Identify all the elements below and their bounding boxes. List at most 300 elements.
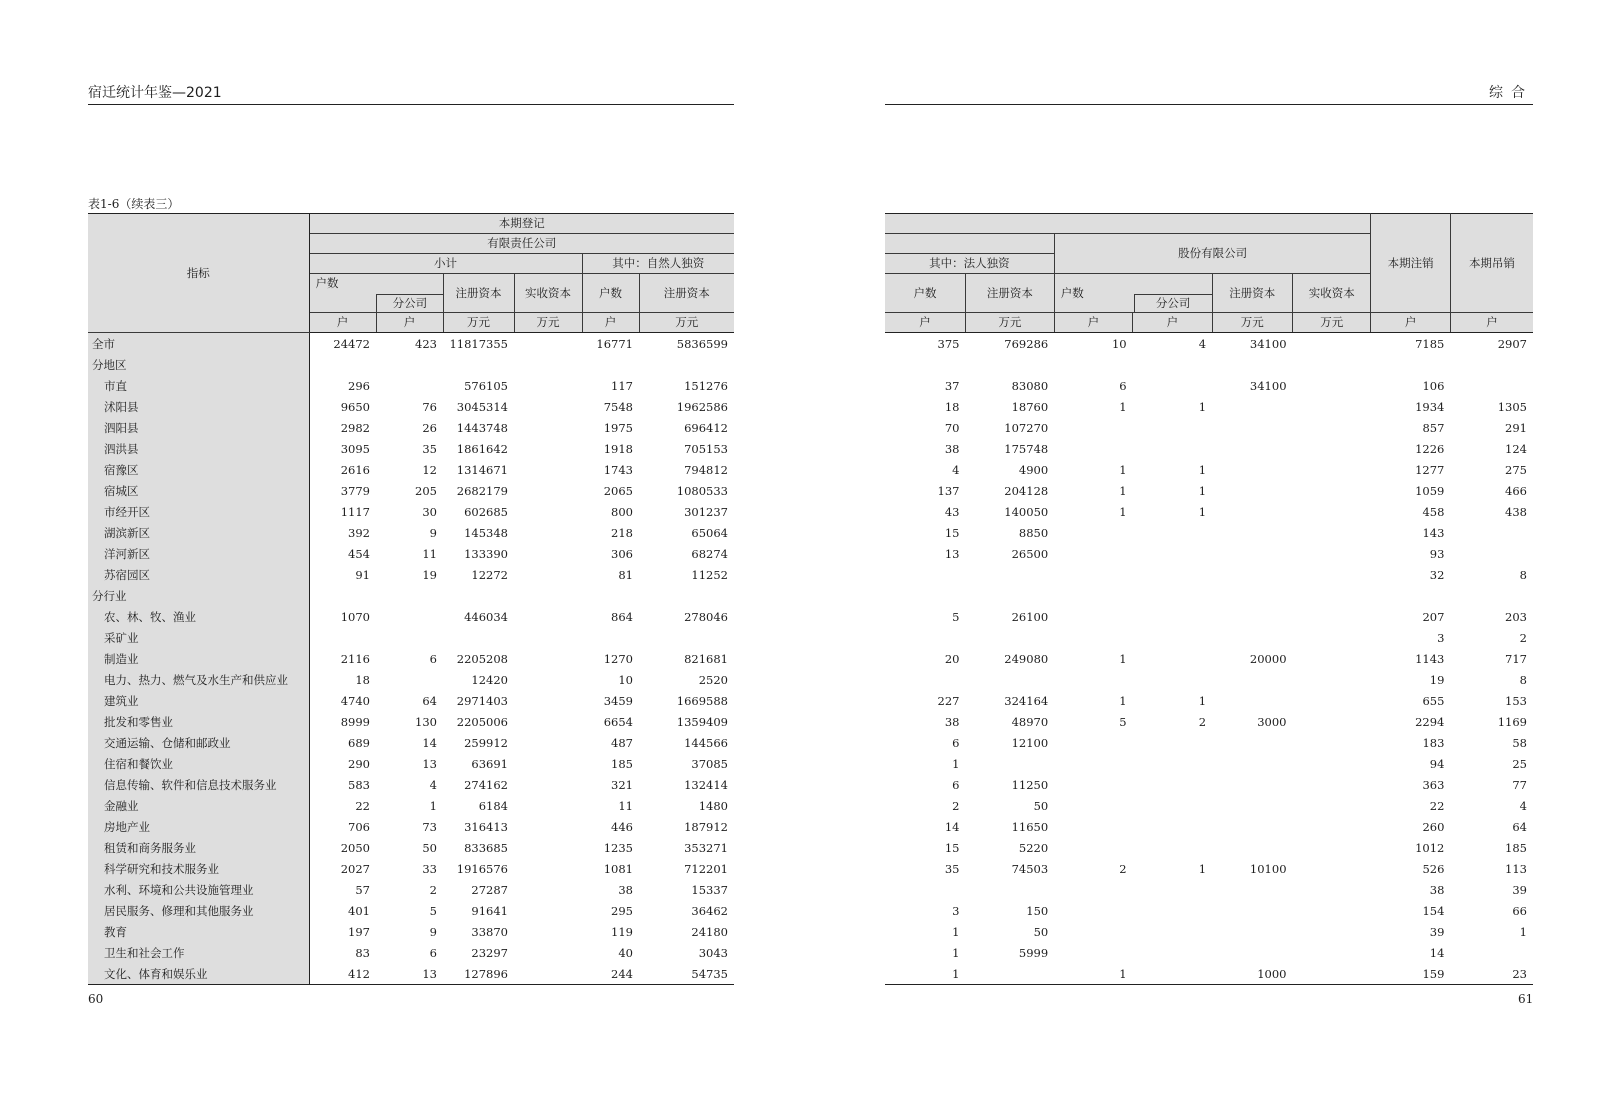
data-cell: 37085 xyxy=(691,756,728,771)
table-row xyxy=(885,795,1533,816)
households-header: 户数 分公司 xyxy=(309,274,443,313)
data-cell: 145348 xyxy=(464,525,508,540)
data-cell: 4740 xyxy=(340,693,370,708)
data-cell xyxy=(1133,753,1212,774)
data-cell xyxy=(514,396,582,417)
data-cell: 4 xyxy=(1519,798,1527,813)
data-cell: 458 xyxy=(1422,504,1445,519)
data-cell: 1059 xyxy=(1415,483,1445,498)
table-row xyxy=(88,459,734,480)
data-cell: 487 xyxy=(611,735,633,750)
data-cell: 800 xyxy=(611,504,633,519)
data-cell: 244 xyxy=(582,963,639,985)
data-cell xyxy=(1212,732,1292,753)
data-cell: 6 xyxy=(1119,378,1127,393)
data-cell: 10100 xyxy=(1249,861,1287,876)
stock-paid-capital-header: 实收资本 xyxy=(1293,274,1371,313)
data-cell: 278046 xyxy=(684,609,728,624)
data-cell: 185 xyxy=(1505,840,1527,855)
table-row xyxy=(88,564,734,585)
data-cell: 50 xyxy=(1033,924,1049,939)
data-cell: 38 xyxy=(618,882,633,897)
data-cell: 117 xyxy=(611,378,633,393)
unit-cell: 户 xyxy=(885,313,965,333)
joint-stock-header: 股份有限公司 xyxy=(1054,234,1371,274)
table-row xyxy=(885,522,1533,543)
data-cell xyxy=(1054,942,1132,963)
data-cell: 1117 xyxy=(340,504,370,519)
data-cell: 1861642 xyxy=(456,441,508,456)
data-cell: 1143 xyxy=(1415,651,1445,666)
data-cell: 107270 xyxy=(1004,420,1049,435)
unit-cell: 户 xyxy=(1450,313,1533,333)
row-label: 洋河新区 xyxy=(88,543,309,564)
data-cell: 6654 xyxy=(603,714,633,729)
data-cell xyxy=(1212,879,1292,900)
data-cell xyxy=(376,669,443,690)
data-cell: 12 xyxy=(422,462,437,477)
running-head-right: 综合 xyxy=(885,84,1533,105)
row-label: 采矿业 xyxy=(88,627,309,648)
data-cell: 705153 xyxy=(684,441,728,456)
data-cell xyxy=(1293,396,1371,417)
row-label: 信息传输、软件和信息技术服务业 xyxy=(88,774,309,795)
data-cell: 1916576 xyxy=(456,861,508,876)
data-cell xyxy=(965,564,1054,585)
data-cell xyxy=(1450,522,1533,543)
table-row xyxy=(88,417,734,438)
data-cell xyxy=(1293,774,1371,795)
data-cell: 2 xyxy=(1119,861,1127,876)
data-cell: 1 xyxy=(1119,693,1127,708)
table-row xyxy=(885,375,1533,396)
table-row xyxy=(885,501,1533,522)
legal-reg-capital-header: 注册资本 xyxy=(965,274,1054,313)
page-number-left: 60 xyxy=(88,992,104,1006)
data-cell: 4900 xyxy=(1018,462,1049,477)
data-cell xyxy=(1212,606,1292,627)
data-cell: 1 xyxy=(429,798,437,813)
table-row xyxy=(885,480,1533,501)
data-cell: 22 xyxy=(355,798,370,813)
data-cell: 93 xyxy=(1429,546,1445,561)
data-cell xyxy=(514,942,582,963)
table-row xyxy=(885,585,1533,606)
data-cell xyxy=(1133,942,1212,963)
data-cell xyxy=(1054,354,1132,375)
subtotal-header: 小计 xyxy=(309,254,582,274)
table-row xyxy=(88,606,734,627)
data-cell: 7548 xyxy=(603,399,633,414)
data-cell: 70 xyxy=(944,420,960,435)
data-cell: 39 xyxy=(1512,882,1527,897)
row-label: 居民服务、修理和其他服务业 xyxy=(88,900,309,921)
data-cell xyxy=(1133,879,1212,900)
table-row xyxy=(88,879,734,900)
table-row xyxy=(88,648,734,669)
unit-cell: 户 xyxy=(1054,313,1132,333)
data-cell: 717 xyxy=(1505,651,1527,666)
data-cell: 321 xyxy=(611,777,633,792)
data-cell: 23297 xyxy=(471,945,508,960)
data-cell: 6 xyxy=(429,651,437,666)
data-cell: 8 xyxy=(1519,567,1527,582)
data-cell: 375 xyxy=(937,336,960,351)
data-cell xyxy=(1293,648,1371,669)
data-cell: 291 xyxy=(1505,420,1527,435)
data-cell: 3045314 xyxy=(456,399,508,414)
data-cell: 602685 xyxy=(464,504,508,519)
table-row xyxy=(88,795,734,816)
row-label: 分地区 xyxy=(88,354,309,375)
row-label: 沭阳县 xyxy=(88,396,309,417)
data-cell xyxy=(885,585,965,606)
data-cell: 11252 xyxy=(691,567,728,582)
data-cell xyxy=(1293,732,1371,753)
data-cell: 1 xyxy=(1198,504,1207,519)
table-row xyxy=(885,921,1533,942)
table-row xyxy=(88,522,734,543)
stock-households-header: 户数 分公司 xyxy=(1054,274,1212,313)
page-number-right: 61 xyxy=(1518,992,1534,1006)
unit-cell: 户 xyxy=(376,313,443,333)
data-cell xyxy=(514,375,582,396)
data-cell xyxy=(514,627,582,648)
row-label: 泗洪县 xyxy=(88,438,309,459)
data-cell: 1 xyxy=(1198,483,1207,498)
data-cell: 696412 xyxy=(684,420,728,435)
data-cell xyxy=(514,333,582,355)
table-row xyxy=(88,942,734,963)
table-row xyxy=(88,354,734,375)
data-cell xyxy=(965,669,1054,690)
data-cell: 63691 xyxy=(471,756,508,771)
branch-subheader: 分公司 xyxy=(376,294,442,312)
data-cell: 132414 xyxy=(684,777,728,792)
data-cell xyxy=(1293,690,1371,711)
cancelled-header: 本期注销 xyxy=(1371,214,1450,313)
data-cell: 3779 xyxy=(340,483,370,498)
table-row xyxy=(88,396,734,417)
legal-households-header: 户数 xyxy=(885,274,965,313)
data-cell: 12420 xyxy=(471,672,508,687)
data-cell xyxy=(514,921,582,942)
data-cell: 3459 xyxy=(603,693,633,708)
data-cell: 296 xyxy=(348,378,370,393)
data-cell xyxy=(965,879,1054,900)
table-row xyxy=(88,711,734,732)
data-cell xyxy=(514,963,582,985)
data-cell xyxy=(1133,795,1212,816)
running-head-left: 宿迁统计年鉴—2021 xyxy=(88,84,734,105)
data-cell: 712201 xyxy=(684,861,728,876)
data-cell: 2 xyxy=(1198,714,1207,729)
data-cell: 8999 xyxy=(340,714,370,729)
data-cell xyxy=(514,354,582,375)
table-row xyxy=(885,438,1533,459)
data-cell: 794812 xyxy=(684,462,728,477)
table-row xyxy=(88,501,734,522)
data-cell: 583 xyxy=(348,777,370,792)
data-cell xyxy=(1450,543,1533,564)
data-cell: 68274 xyxy=(691,546,728,561)
data-cell xyxy=(1054,921,1132,942)
data-cell xyxy=(965,585,1054,606)
data-cell: 13 xyxy=(944,546,960,561)
data-cell: 35 xyxy=(944,861,960,876)
data-cell: 83080 xyxy=(1011,378,1049,393)
data-cell xyxy=(1293,606,1371,627)
data-cell: 5836599 xyxy=(676,336,728,351)
data-cell: 11650 xyxy=(1011,819,1049,834)
data-cell xyxy=(885,879,965,900)
data-cell: 35 xyxy=(422,441,437,456)
data-cell: 5 xyxy=(952,609,960,624)
data-cell: 1 xyxy=(952,945,960,960)
data-cell xyxy=(1293,963,1371,985)
data-cell xyxy=(1212,669,1292,690)
table-row xyxy=(88,375,734,396)
data-cell xyxy=(1293,627,1371,648)
data-cell: 466 xyxy=(1505,483,1527,498)
data-cell xyxy=(582,354,639,375)
data-cell: 1000 xyxy=(1212,963,1292,985)
unit-cell: 万元 xyxy=(1212,313,1292,333)
data-cell: 2982 xyxy=(340,420,370,435)
data-cell: 38 xyxy=(1429,882,1445,897)
table-row xyxy=(88,480,734,501)
table-row xyxy=(885,858,1533,879)
data-cell xyxy=(965,753,1054,774)
table-row xyxy=(885,753,1533,774)
data-cell: 137 xyxy=(937,483,960,498)
data-cell: 15337 xyxy=(691,882,728,897)
data-cell: 18760 xyxy=(1011,399,1049,414)
data-cell xyxy=(514,753,582,774)
row-label: 科学研究和技术服务业 xyxy=(88,858,309,879)
data-cell: 1669588 xyxy=(676,693,728,708)
data-cell: 73 xyxy=(422,819,437,834)
data-cell xyxy=(1133,837,1212,858)
unit-cell: 万元 xyxy=(443,313,514,333)
row-label: 租赁和商务服务业 xyxy=(88,837,309,858)
data-cell: 1 xyxy=(1119,504,1127,519)
data-cell xyxy=(1371,354,1450,375)
row-label: 交通运输、仓储和邮政业 xyxy=(88,732,309,753)
data-cell xyxy=(582,627,639,648)
data-cell: 16771 xyxy=(596,336,633,351)
data-cell: 57 xyxy=(355,882,370,897)
table-row xyxy=(885,396,1533,417)
data-cell: 1 xyxy=(1198,399,1207,414)
data-cell: 438 xyxy=(1505,504,1527,519)
data-cell xyxy=(514,648,582,669)
row-label: 文化、体育和娱乐业 xyxy=(88,963,309,985)
row-label: 房地产业 xyxy=(88,816,309,837)
data-cell: 13 xyxy=(376,963,443,985)
data-cell xyxy=(1054,732,1132,753)
table-row xyxy=(885,606,1533,627)
data-cell xyxy=(514,690,582,711)
data-cell: 1 xyxy=(1198,861,1207,876)
table-row xyxy=(88,690,734,711)
data-cell: 316413 xyxy=(464,819,508,834)
data-cell: 2205006 xyxy=(456,714,508,729)
data-cell xyxy=(443,354,514,375)
data-cell: 5220 xyxy=(1018,840,1049,855)
data-cell: 11 xyxy=(618,798,633,813)
data-cell xyxy=(309,627,376,648)
table-row xyxy=(885,333,1533,355)
data-cell xyxy=(639,354,734,375)
data-cell xyxy=(514,816,582,837)
data-cell xyxy=(514,858,582,879)
data-cell xyxy=(1212,774,1292,795)
data-cell: 3000 xyxy=(1257,714,1287,729)
table-row xyxy=(885,459,1533,480)
table-row xyxy=(885,354,1533,375)
data-cell: 2 xyxy=(429,882,437,897)
data-cell xyxy=(1054,669,1132,690)
data-cell: 290 xyxy=(348,756,370,771)
data-cell: 54735 xyxy=(639,963,734,985)
data-cell: 1 xyxy=(1198,693,1207,708)
data-cell xyxy=(1054,522,1132,543)
data-cell: 260 xyxy=(1422,819,1445,834)
data-cell xyxy=(1133,669,1212,690)
data-cell: 151276 xyxy=(684,378,728,393)
data-cell: 19 xyxy=(422,567,437,582)
data-cell: 119 xyxy=(611,924,633,939)
data-cell xyxy=(1212,690,1292,711)
table-row xyxy=(88,627,734,648)
data-cell xyxy=(1212,480,1292,501)
data-cell: 9 xyxy=(429,525,437,540)
data-cell: 91 xyxy=(355,567,370,582)
data-cell: 207 xyxy=(1422,609,1445,624)
data-cell: 130 xyxy=(415,714,437,729)
data-cell: 113 xyxy=(1505,861,1527,876)
data-cell xyxy=(376,354,443,375)
table-row xyxy=(88,333,734,355)
data-cell: 2520 xyxy=(698,672,728,687)
data-cell xyxy=(1212,459,1292,480)
table-row xyxy=(88,921,734,942)
data-cell xyxy=(1293,921,1371,942)
data-cell xyxy=(1133,438,1212,459)
data-cell xyxy=(1133,963,1212,985)
data-cell xyxy=(1293,438,1371,459)
data-cell xyxy=(1054,627,1132,648)
data-cell: 857 xyxy=(1422,420,1445,435)
data-cell: 1743 xyxy=(603,462,633,477)
reg-capital-header: 注册资本 xyxy=(443,274,514,313)
unit-cell: 户 xyxy=(1133,313,1212,333)
data-cell: 1443748 xyxy=(456,420,508,435)
data-cell: 65064 xyxy=(691,525,728,540)
table-row xyxy=(88,732,734,753)
data-cell: 150 xyxy=(1026,903,1049,918)
data-cell xyxy=(1133,564,1212,585)
row-label: 卫生和社会工作 xyxy=(88,942,309,963)
data-cell: 2616 xyxy=(340,462,370,477)
data-cell: 144566 xyxy=(684,735,728,750)
data-cell: 218 xyxy=(611,525,633,540)
data-cell: 689 xyxy=(348,735,370,750)
data-cell xyxy=(1212,921,1292,942)
data-cell: 1226 xyxy=(1415,441,1445,456)
registered-header: 本期登记 xyxy=(309,214,734,234)
data-cell xyxy=(514,837,582,858)
row-label: 电力、热力、燃气及水生产和供应业 xyxy=(88,669,309,690)
data-cell: 154 xyxy=(1422,903,1445,918)
data-cell: 77 xyxy=(1512,777,1527,792)
data-cell xyxy=(514,711,582,732)
data-cell: 48970 xyxy=(1011,714,1049,729)
table-row xyxy=(885,879,1533,900)
data-cell xyxy=(1054,438,1132,459)
table-row xyxy=(88,900,734,921)
data-cell: 9650 xyxy=(340,399,370,414)
row-label: 金融业 xyxy=(88,795,309,816)
data-cell: 249080 xyxy=(1004,651,1049,666)
data-cell: 9 xyxy=(429,924,437,939)
row-label: 批发和零售业 xyxy=(88,711,309,732)
row-label: 分行业 xyxy=(88,585,309,606)
data-cell: 655 xyxy=(1422,693,1445,708)
data-cell xyxy=(1293,837,1371,858)
data-cell: 143 xyxy=(1422,525,1445,540)
data-cell: 5 xyxy=(429,903,437,918)
table-row xyxy=(885,627,1533,648)
data-cell: 10 xyxy=(618,672,633,687)
data-cell: 2 xyxy=(1519,630,1527,645)
table-row xyxy=(885,711,1533,732)
data-cell: 43 xyxy=(944,504,960,519)
data-cell: 185 xyxy=(611,756,633,771)
data-cell: 159 xyxy=(1371,963,1450,985)
data-cell: 14 xyxy=(1429,945,1445,960)
data-cell xyxy=(1133,921,1212,942)
unit-cell: 万元 xyxy=(639,313,734,333)
table-row xyxy=(885,942,1533,963)
data-cell: 833685 xyxy=(464,840,508,855)
data-cell: 7185 xyxy=(1415,336,1445,351)
row-label: 农、林、牧、渔业 xyxy=(88,606,309,627)
data-cell: 127896 xyxy=(443,963,514,985)
data-cell: 203 xyxy=(1505,609,1527,624)
data-cell xyxy=(1054,564,1132,585)
data-cell xyxy=(1212,585,1292,606)
data-cell: 133390 xyxy=(464,546,508,561)
data-cell xyxy=(514,774,582,795)
data-cell: 153 xyxy=(1505,693,1527,708)
row-label: 市直 xyxy=(88,375,309,396)
data-cell: 1 xyxy=(885,963,965,985)
data-cell: 2971403 xyxy=(456,693,508,708)
table-row xyxy=(885,690,1533,711)
data-cell xyxy=(965,627,1054,648)
data-cell xyxy=(1293,795,1371,816)
data-cell xyxy=(514,501,582,522)
branch-subheader: 分公司 xyxy=(1134,294,1212,312)
data-cell: 401 xyxy=(348,903,370,918)
table-row xyxy=(88,543,734,564)
data-cell: 15 xyxy=(944,525,960,540)
data-cell: 3043 xyxy=(698,945,728,960)
registered-continued-header xyxy=(885,214,1371,234)
data-cell xyxy=(514,438,582,459)
